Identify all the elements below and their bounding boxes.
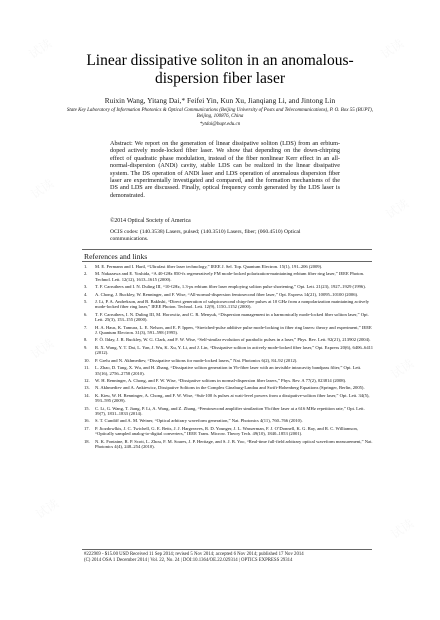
author-email-link[interactable]: *ytdai@bupt.edu.cn <box>199 121 241 127</box>
watermark-text <box>377 35 406 63</box>
reference-text: K. Kieu, W. H. Renninger, A. Chong, and F. W. Wise, “Sub-100 fs pulses at watt-level powers from a dissipative-soliton fiber laser,” Opt. Lett. 34(5), 593–595 (2009). <box>95 392 370 404</box>
reference-text: P. Jiozdowlkis, J. C. Twichell, G. E. Betts, J. J. Hargreaves, R. D. Younger, J. L. Wasserman, F. J. O’Donnell, K. G. Ray, and R. C. Williamson, “Optically sampled analog-to-digital converters,” IEEE Trans. Microw. Theory Tech. 49(10), 1840–1853 (2001). <box>95 425 358 437</box>
watermark-text <box>25 35 54 63</box>
reference-number: 16. <box>84 418 90 424</box>
reference-item <box>84 358 374 363</box>
reference-text: C. Li, G. Wang, T. Jiang, P. Li, A. Wang, and Z. Zhang, “Femtosecond amplifier similariton Yb:fiber laser at a 616 MHz repetition rate,” Opt. Lett. 39(7), 1831–1833 (2014). <box>95 405 365 416</box>
reference-item <box>84 271 374 282</box>
reference-number: 11. <box>84 365 90 371</box>
reference-number: 12. <box>84 377 90 383</box>
reference-number: 8. <box>84 337 88 343</box>
reference-item <box>84 312 374 323</box>
footer-line-journal: (C) 2014 OSA 1 December 2014 | Vol. 22, No. 24 | DOI:10.1364/OE.22.029314 | OPTICS EXPRESS 29314 <box>84 558 293 563</box>
divider-refs <box>82 261 372 262</box>
reference-text: J. Li, P. A. Andrekson, and B. Bakhshi, “Direct generation of subpicosecond chirp-free pulses at 10 GHz from a nonpolarization maintaining actively mode-locked fiber ring laser,” IEEE Photon. Technol. Lett. 12(9), 1150–1152 (2000). <box>95 299 370 310</box>
reference-number: 17. <box>84 425 90 431</box>
paper-affiliation: State Key Laboratory of Information Photonics & Optical Communications (Beijing University of Posts and Telecommunications), P. O. Box 55 (BUPT), Beijing, 100876, China <box>66 108 374 120</box>
reference-number: 6. <box>84 311 88 317</box>
reference-text: W. H. Renninger, A. Chong, and F. W. Wise, “Dissipative solitons in normal-dispersion fiber lasers,” Phys. Rev. A 77(2), 023814 (2008). <box>95 377 347 383</box>
page-footer <box>84 552 374 564</box>
reference-item <box>84 418 374 423</box>
divider-top <box>82 249 372 250</box>
reference-number: 1. <box>84 264 88 269</box>
watermark-text <box>382 195 411 223</box>
reference-text: P. Grelu and N. Akhmediev, “Dissipative solitons for mode-locked lasers,” Nat. Photonics 6(2), 84–92 (2012). <box>95 357 298 363</box>
reference-text: A. Chong, J. Buckley, W. Renninger, and F. Wise, “All-normal-dispersion femtosecond fiber laser,” Opt. Express 14(21), 10095–10100 (2006). <box>95 291 359 297</box>
paper-authors: Ruixin Wang, Yitang Dai,* Feifei Yin, Kun Xu, Jianqiang Li, and Jintong Lin <box>104 97 336 105</box>
watermark-text <box>32 495 61 523</box>
watermark-text <box>387 355 416 383</box>
copyright-line: ©2014 Optical Society of America <box>110 218 191 224</box>
reference-text: M. E. Fermann and I. Hartl, “Ultrafast fiber laser technology,” IEEE J. Sel. Top. Quantum Electron. 15(1), 191–206 (2009). <box>95 264 323 269</box>
references-list <box>84 264 374 451</box>
footer-line-received: #222969 - $15.00 USD Received 11 Sep 2014; revised 5 Nov 2014; accepted 6 Nov 2014; published 17 Nov 2014 <box>84 552 304 557</box>
reference-item <box>84 365 374 376</box>
reference-item <box>84 439 374 450</box>
ocis-codes: OCIS codes: (140.3538) Lasers, pulsed; (140.3510) Lasers, fiber; (060.4510) Optical communications. <box>110 229 301 242</box>
divider-bottom <box>82 549 372 550</box>
reference-number: 5. <box>84 299 88 305</box>
references-heading: References and links <box>84 252 148 261</box>
reference-number: 9. <box>84 344 88 350</box>
reference-item <box>84 325 374 336</box>
paper-title: Linear dissipative soliton in an anomalous-dispersion fiber laser <box>86 52 354 87</box>
reference-item <box>84 264 374 269</box>
reference-number: 15. <box>84 405 90 411</box>
reference-text: R. X. Wang, Y. T. Dai, L. Yan, J. Wu, K. Xu, Y. Li, and J. Lin, “Dissipative soliton in actively mode-locked fiber laser,” Opt. Express 20(6), 6406–6411 (2012). <box>95 344 374 356</box>
reference-item <box>84 337 374 342</box>
reference-text: N. K. Fontaine, R. P. Scott, L. Zhou, F. M. Soares, J. P. Heritage, and S. J. B. Yoo, “Real-time full-field arbitrary optical waveform measurement,” Nat. Photonics 4(4), 248–254 (2010). <box>95 438 373 449</box>
reference-item <box>84 284 374 289</box>
reference-number: 2. <box>84 271 88 277</box>
reference-text: S. T. Cundiff and A. M. Weiner, “Optical arbitrary waveform generation,” Nat. Photonics 4(11), 760–766 (2010). <box>95 418 303 424</box>
reference-item <box>84 406 374 417</box>
reference-number: 18. <box>84 438 90 444</box>
reference-item <box>84 292 374 297</box>
reference-item <box>84 385 374 390</box>
reference-number: 4. <box>84 291 88 297</box>
reference-number: 13. <box>84 385 90 391</box>
reference-number: 3. <box>84 284 88 290</box>
reference-item <box>84 345 374 356</box>
reference-text: L. Zhao, D. Tang, X. Wu, and H. Zhang, “Dissipative soliton generation in Yb-fiber laser with an invisible intracavity bandpass filter,” Opt. Lett. 35(16), 2756–2758 (2010). <box>95 365 362 376</box>
reference-item <box>84 393 374 404</box>
reference-number: 7. <box>84 324 88 330</box>
reference-number: 14. <box>84 392 90 398</box>
reference-number: 10. <box>84 357 90 363</box>
reference-text: H. A. Haus, K. Tamura, L. E. Nelson, and E. P. Ippen, “Stretched-pulse additive pulse mode-locking in fiber ring lasers: theory and experiment,” IEEE J. Quantum Electron. 31(3), 591–598 (1995). <box>95 324 372 336</box>
paper-abstract: Abstract: We report on the generation of linear dissipative soliton (LDS) from an erbium-doped actively mode-locked fiber laser. We show that depending on the down-chirping effect of quadratic phase modulation, instead of the fiber nonlinear Kerr effect in an all-normal-dispersion (ANDi) cavity, stable LDS can be realized in the linear dissipative system. The DS operation of ANDi laser and LDS operation of anomalous dispersion fiber laser are experimentally investigated and compared, and the formation mechanisms of the DS and LDS are discussed. Finally, optical frequency comb generated by the LDS laser is demonstrated. <box>110 140 340 199</box>
watermark-text <box>27 335 56 363</box>
reference-text: M. Nakazawa and E. Yoshida, “A 40-GHz 850-fs regeneratively FM mode-locked polarization-maintaining erbium fiber ring laser,” IEEE Photon. Technol. Lett. 12(12), 1613–1615 (2000). <box>95 271 365 282</box>
reference-item <box>84 426 374 437</box>
watermark-text <box>27 175 56 203</box>
watermark-text <box>387 515 416 543</box>
reference-text: F. Ö. Ilday, J. R. Buckley, W. G. Clark, and F. W. Wise, “Self-similar evolution of parabolic pulses in a laser,” Phys. Rev. Lett. 92(21), 213902 (2004). <box>95 337 371 343</box>
reference-item <box>84 378 374 383</box>
reference-text: T. F. Carruthers and I. N. Duling III, “10-GHz, 1.3-ps erbium fiber laser employing soliton pulse shortening,” Opt. Lett. 21(23), 1927–1929 (1996). <box>95 284 366 290</box>
reference-text: T. F. Carruthers, I. N. Duling III, M. Horowitz, and C. R. Menyuk, “Dispersion management in a harmonically mode-locked fiber soliton laser,” Opt. Lett. 25(3), 153–155 (2000). <box>95 311 369 323</box>
reference-text: N. Akhmediev and A. Ankiewicz, Dissipative Solitons in the Complex Ginzburg-Landau and Swift-Hohenberg Equations (Springer, Berlin, 2005). <box>95 385 365 391</box>
reference-item <box>84 299 374 310</box>
